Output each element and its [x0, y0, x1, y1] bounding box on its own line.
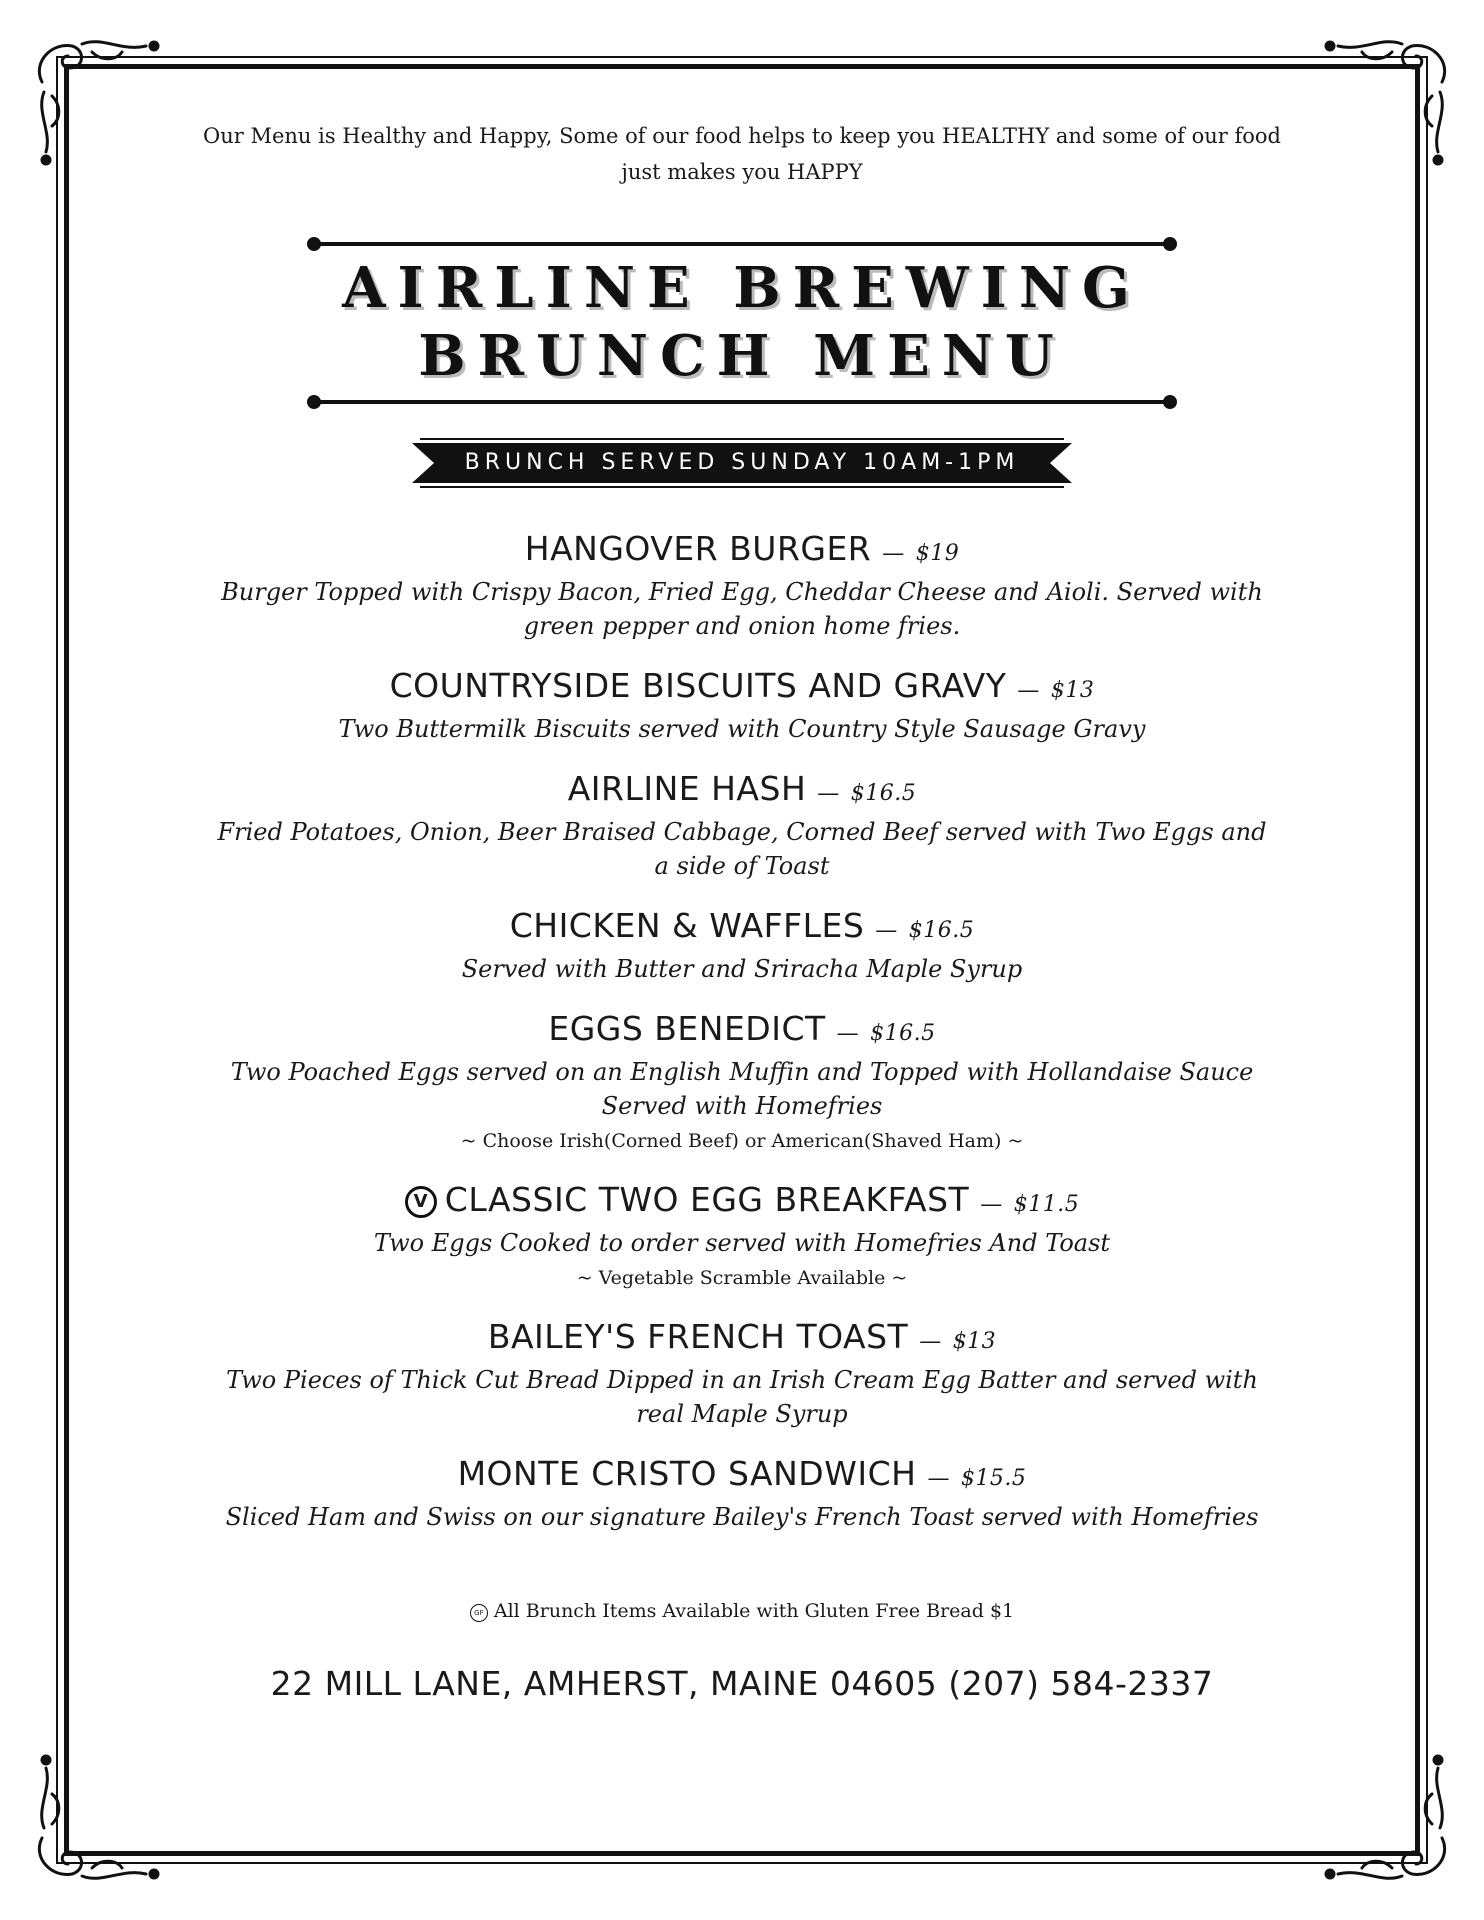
corner-flourish-bottom-left: [22, 1748, 172, 1898]
menu-items: [120, 528, 1364, 1534]
menu-item-description: Fried Potatoes, Onion, Beer Braised Cabbage, Corned Beef served with Two Eggs and a side of Toast: [217, 818, 1267, 880]
menu-item-description: Two Eggs Cooked to order served with Homefries And Toast: [373, 1229, 1111, 1257]
menu-item-name: AIRLINE HASH: [567, 769, 807, 808]
menu-item-note: ~ Choose Irish(Corned Beef) or American(Shaved Ham) ~: [460, 1130, 1024, 1152]
menu-item-header: [120, 768, 1364, 815]
title-rule-top: [315, 242, 1169, 246]
menu-item-description: Two Buttermilk Biscuits served with Country Style Sausage Gravy: [338, 715, 1146, 743]
vegetarian-icon: V: [405, 1186, 437, 1218]
title-rule-bottom: [315, 400, 1169, 404]
price-dash: —: [875, 918, 898, 943]
menu-item-note: ~ Vegetable Scramble Available ~: [576, 1267, 908, 1289]
menu-item-description: Burger Topped with Crispy Bacon, Fried Egg, Cheddar Cheese and Aioli. Served with green pepper and onion home fries.: [221, 578, 1263, 640]
price-dash: —: [882, 541, 905, 566]
menu-item-price: $15.5: [960, 1466, 1027, 1491]
menu-title-line-2: BRUNCH MENU: [418, 323, 1066, 389]
price-dash: —: [817, 781, 840, 806]
menu-item-header: [120, 528, 1364, 575]
intro-text: Our Menu is Healthy and Happy, Some of our food helps to keep you HEALTHY and some of our food just makes you HAPPY: [203, 124, 1281, 184]
menu-item-name: CLASSIC TWO EGG BREAKFAST: [444, 1180, 970, 1219]
gluten-free-note: [120, 1596, 1364, 1626]
menu-item: [120, 665, 1364, 746]
menu-item-description: Two Pieces of Thick Cut Bread Dipped in an Irish Cream Egg Batter and served with real Maple Syrup: [226, 1366, 1258, 1428]
price-dash: —: [836, 1021, 860, 1046]
price-dash: —: [919, 1329, 942, 1354]
menu-item-name: CHICKEN & WAFFLES: [509, 906, 865, 945]
menu-item-header: [120, 905, 1364, 952]
menu-item-description: Two Poached Eggs served on an English Muffin and Topped with Hollandaise Sauce Served with Homefries: [230, 1058, 1254, 1120]
corner-flourish-bottom-right: [1312, 1748, 1462, 1898]
gluten-free-icon: GF: [470, 1604, 488, 1622]
menu-content: [120, 110, 1364, 1706]
menu-item-price: $16.5: [850, 781, 917, 806]
menu-item: [120, 528, 1364, 643]
menu-item-price: $13: [1050, 678, 1095, 703]
menu-title: [307, 246, 1177, 400]
service-hours-text: BRUNCH SERVED SUNDAY 10AM-1PM: [464, 450, 1020, 475]
menu-item-header: [120, 1316, 1364, 1363]
menu-item-header: [120, 1453, 1364, 1500]
menu-item: [120, 905, 1364, 986]
menu-item-header: [120, 665, 1364, 712]
menu-item-header: [120, 1179, 1364, 1226]
menu-item: [120, 1316, 1364, 1431]
menu-item-description: Sliced Ham and Swiss on our signature Bailey's French Toast served with Homefries: [225, 1503, 1259, 1531]
menu-item: [120, 768, 1364, 883]
menu-item-name: EGGS BENEDICT: [548, 1009, 826, 1048]
price-dash: —: [980, 1192, 1003, 1217]
menu-item: [120, 1008, 1364, 1157]
menu-item-name: HANGOVER BURGER: [524, 529, 872, 568]
menu-item: [120, 1179, 1364, 1294]
menu-item-name: COUNTRYSIDE BISCUITS AND GRAVY: [389, 666, 1007, 705]
menu-item-name: BAILEY'S FRENCH TOAST: [487, 1317, 909, 1356]
price-dash: —: [927, 1466, 950, 1491]
menu-item-price: $19: [915, 541, 960, 566]
price-dash: —: [1017, 678, 1040, 703]
menu-item-header: [120, 1008, 1364, 1055]
menu-title-line-1: AIRLINE BREWING: [342, 255, 1142, 321]
menu-item-description: Served with Butter and Sriracha Maple Syrup: [461, 955, 1023, 983]
menu-title-block: [307, 242, 1177, 404]
menu-item-price: $16.5: [908, 918, 975, 943]
menu-item-name: MONTE CRISTO SANDWICH: [457, 1454, 917, 1493]
menu-item-price: $13: [952, 1329, 997, 1354]
address: 22 MILL LANE, AMHERST, MAINE 04605 (207) 584-2337: [270, 1664, 1214, 1703]
service-hours-banner: [412, 438, 1072, 488]
gluten-free-text: All Brunch Items Available with Gluten Free Bread $1: [493, 1600, 1015, 1622]
menu-item-price: $16.5: [870, 1021, 936, 1046]
menu-item: [120, 1453, 1364, 1534]
menu-item-price: $11.5: [1013, 1192, 1080, 1217]
